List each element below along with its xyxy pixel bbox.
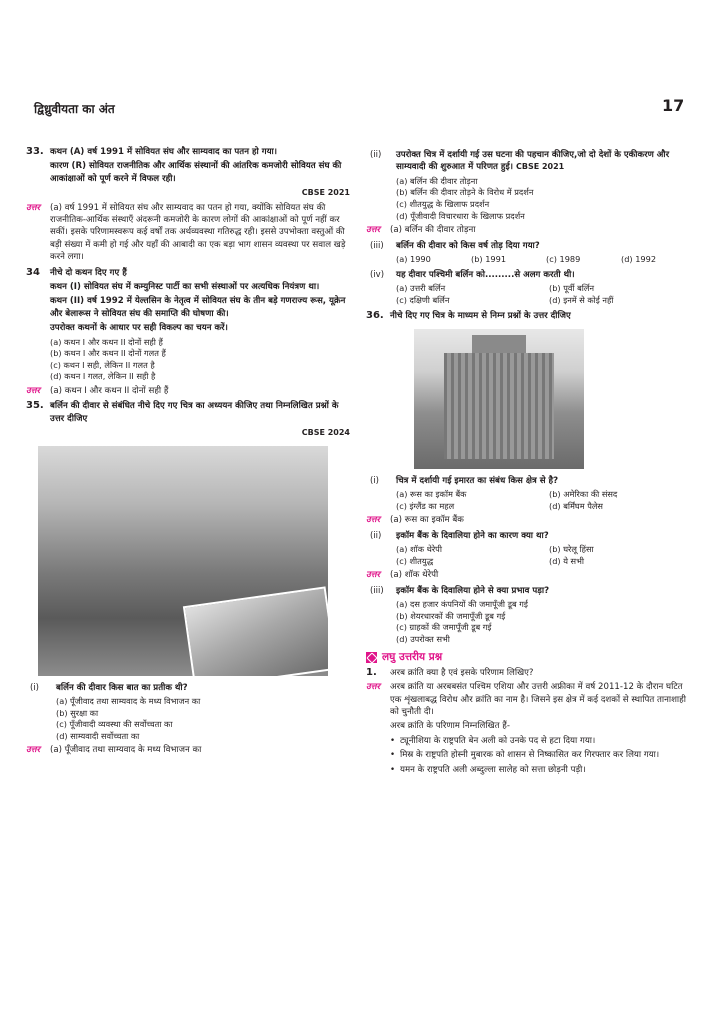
option: (a) उत्तरी बर्लिन: [396, 283, 446, 293]
options-grid: [396, 544, 696, 567]
sub-question-number: (iii): [370, 240, 384, 251]
option: (d) बर्मिंघम पैलेस: [549, 500, 603, 511]
answer-34: [26, 385, 350, 397]
option: (a) रूस का इकॉम बैंक: [396, 489, 467, 499]
option: (b) अमेरिका की संसद: [549, 489, 618, 499]
bank-building-photo: [414, 329, 584, 469]
answer-33: [26, 202, 350, 264]
question-33: [26, 146, 350, 200]
option: (c) 1989: [546, 254, 581, 264]
option: (b) शेयरधारकों की जमापूँजी डूब गई: [396, 610, 506, 621]
berlin-wall-photo: [38, 446, 328, 676]
option: (d) ये सभी: [549, 555, 584, 566]
answer-text: (a) बर्लिन की दीवार तोड़ना: [390, 225, 476, 236]
answer-36-ii: [366, 569, 696, 581]
question-number: 1.: [366, 666, 377, 678]
question-text: बर्लिन की दीवार से संबंधित नीचे दिए गए चित्र का अध्ययन कीजिए तथा निम्नलिखित प्रश्नों के उत्तर दीजिए: [50, 401, 339, 424]
sub-question-text: बर्लिन की दीवार किस बात का प्रतीक थी?: [56, 682, 188, 693]
statement-2: कथन (II) वर्ष 1992 में येल्तसिन के नेतृत्व में सोवियत संघ के तीन बड़े गणराज्य रूस, यूक्रेन और बेलारूस ने सोवियत संघ की समाप्ति की घोषणा की।: [50, 296, 346, 319]
option: (c) शीतयुद्ध: [396, 555, 434, 566]
section-heading: [366, 651, 696, 663]
sub-question-body: उपरोक्त चित्र में दर्शायी गई उस घटना की पहचान कीजिए,जो दो देशों के एकीकरण और साम्यवादी की शुरुआत में परिणत हुई।: [396, 150, 670, 173]
option: (c) दक्षिणी बर्लिन: [396, 294, 450, 305]
berlin-wall-inset-photo: [183, 586, 328, 676]
option: (d) पूँजीवादी विचारधारा के खिलाफ प्रदर्शन: [396, 210, 525, 221]
answer-text: (a) रूस का इकॉम बैंक: [390, 515, 464, 526]
answer-text: (a) कथन I और कथन II दोनों सही हैं: [50, 386, 169, 397]
exam-tag: CBSE 2024: [301, 428, 350, 438]
sub-question-text: इकॉम बैंक के दिवालिया होने का कारण क्या था?: [396, 530, 549, 541]
short-answer-1: [366, 681, 696, 776]
sub-question-number: (ii): [370, 530, 382, 541]
exam-tag: CBSE 2021: [301, 188, 350, 198]
pencil-box-icon: [366, 652, 377, 663]
question-number: 33.: [26, 146, 44, 157]
answer-label: उत्तर: [26, 745, 41, 756]
option: (c) इंग्लैंड का महल: [396, 500, 455, 511]
results-intro: अरब क्रांति के परिणाम निम्नलिखित हैं-: [390, 721, 510, 732]
page-number: 17: [662, 96, 685, 115]
answer-label: उत्तर: [366, 570, 381, 581]
question-36-iii: [366, 585, 696, 646]
question-number: 35.: [26, 400, 44, 412]
options-grid: [396, 489, 696, 512]
option: (b) बर्लिन की दीवार तोड़ने के विरोध में प्रदर्शन: [396, 187, 534, 198]
answer-text: (a) शॉक थेरेपी: [390, 570, 439, 581]
question-text: अरब क्रांति क्या है एवं इसके परिणाम लिखिए?: [390, 667, 534, 678]
question-35: [26, 400, 350, 439]
bullet-item: • यमन के राष्ट्रपति अली अब्दुल्ला सालेह को सत्ता छोड़नी पड़ी।: [390, 764, 696, 776]
question-36-i: [366, 475, 696, 513]
sub-question-number: (iv): [370, 269, 385, 280]
option: (a) पूँजीवाद तथा साम्यवाद के मध्य विभाजन का: [56, 696, 201, 707]
option: (a) दस हजार कंपनियों की जमापूँजी डूब गई: [396, 599, 528, 609]
statement-1: कथन (I) सोवियत संघ में कम्युनिस्ट पार्टी का सभी संस्थाओं पर अत्यधिक नियंत्रण था।: [50, 282, 320, 293]
option: (b) कथन I और कथन II दोनों गलत हैं: [50, 348, 166, 359]
answer-text: अरब क्रांति या अरबबसंत पश्चिम एशिया और उत्तरी अफ्रीका में वर्ष 2011-12 के दौरान घटित एक शृंखलाबद्ध विरोध और क्रांति का नाम है। जिसने इस क्षेत्र में कई दशकों से स्थापित तानाशाही को चुनौती दी।: [390, 682, 686, 717]
left-column: [26, 146, 350, 760]
question-34: [26, 267, 350, 383]
option: (a) 1990: [396, 254, 431, 264]
question-36-ii: [366, 530, 696, 568]
option: (c) कथन I सही, लेकिन II गलत है: [50, 359, 155, 370]
option: (b) सुरक्षा का: [56, 707, 99, 718]
sub-question-number: (i): [370, 475, 379, 486]
question-36: [366, 310, 696, 322]
option: (a) कथन I और कथन II दोनों सही हैं: [50, 336, 163, 347]
bullet-item: • ट्यूनीशिया के राष्ट्रपति बेन अली को उनके पद से हटा दिया गया।: [390, 735, 696, 747]
answer-label: उत्तर: [26, 386, 41, 397]
question-35-iv: [366, 269, 696, 307]
question-number: 36.: [366, 310, 384, 322]
answer-label: उत्तर: [366, 515, 381, 526]
options-grid: [396, 283, 696, 306]
answer-36-i: [366, 514, 696, 526]
section-heading-text: लघु उत्तरीय प्रश्न: [382, 651, 443, 664]
sub-question-text: [396, 149, 696, 174]
question-35-iii: [366, 240, 696, 266]
question-number: 34: [26, 266, 40, 278]
question-35-i: [26, 682, 350, 743]
option: (c) पूँजीवादी व्यवस्था की सर्वोच्चता का: [56, 719, 173, 730]
question-text: नीचे दिए गए चित्र के माध्यम से निम्न प्रश्नों के उत्तर दीजिए: [390, 311, 571, 322]
option: (a) शॉक थेरेपी: [396, 544, 442, 554]
answer-label: उत्तर: [366, 682, 381, 693]
option: (d) साम्यवादी सर्वोच्चता का: [56, 730, 140, 741]
question-35-ii: [366, 149, 696, 222]
option: (d) उपरोक्त सभी: [396, 633, 450, 644]
sub-question-number: (i): [30, 682, 39, 693]
chapter-title: द्विध्रुवीयता का अंत: [34, 102, 115, 116]
sub-question-text: यह दीवार पश्चिमी बर्लिन को.........से अलग करती थी।: [396, 269, 575, 280]
building-facade: [444, 353, 554, 459]
answer-label: उत्तर: [26, 202, 41, 213]
option: (b) घरेलू हिंसा: [549, 544, 594, 554]
option: (c) ग्राहकों की जमापूँजी डूब गई: [396, 622, 492, 633]
exam-tag: CBSE 2021: [515, 162, 565, 172]
reason: कारण (R) सोवियत राजनीतिक और आर्थिक संस्थानों की आंतरिक कमजोरी सोवियत संघ की आकांक्षाओं को पूर्ण करने में विफल रही।: [50, 161, 342, 184]
answer-label: उत्तर: [366, 225, 381, 236]
sub-question-number: (iii): [370, 585, 384, 596]
sub-question-number: (ii): [370, 150, 382, 160]
short-question-1: [366, 667, 696, 679]
option: (b) 1991: [471, 254, 507, 264]
sub-question-text: बर्लिन की दीवार को किस वर्ष तोड़ दिया गया?: [396, 240, 540, 251]
option: (d) 1992: [621, 254, 657, 264]
sub-question-text: इकॉम बैंक के दिवालिया होने से क्या प्रभाव पड़ा?: [396, 585, 550, 596]
answer-text: (a) पूँजीवाद तथा साम्यवाद के मध्य विभाजन का: [50, 745, 202, 756]
bullet-item: • मिस्र के राष्ट्रपति होस्नी मुबारक को शासन से निष्कासित कर गिरफ्तार कर लिया गया।: [390, 749, 696, 761]
question-intro: नीचे दो कथन दिए गए हैं: [50, 267, 127, 278]
option: (b) पूर्वी बर्लिन: [549, 283, 595, 293]
option: (c) शीतयुद्ध के खिलाफ प्रदर्शन: [396, 199, 490, 209]
question-prompt: उपरोक्त कथनों के आधार पर सही विकल्प का चयन करें।: [50, 323, 228, 334]
sub-question-text: चित्र में दर्शायी गई इमारत का संबंध किस क्षेत्र से है?: [396, 475, 559, 486]
answer-35-ii: [366, 224, 696, 236]
answer-text: (a) वर्ष 1991 में सोवियत संघ और साम्यवाद का पतन हो गया, क्योंकि सोवियत संघ की राजनीतिक-आर्थिक संस्थाएँ अंदरूनी कमजोरी के कारण लोगों की आकांक्षाओं को पूर्ण नहीं कर सकीं। इसके परिणामस्वरूप कई वर्षों तक अर्थव्यवस्था गतिरुद्ध रही। इससे उपभोक्ता वस्तुओं की बड़ी संख्या में कमी हो गई और यहाँ की आबादी का एक बड़ा भाग शासन व्यवस्था पर सवाल खड़े करने लगा।: [50, 202, 346, 263]
options-row: [396, 254, 696, 266]
answer-35-i: [26, 744, 350, 756]
option: (d) कथन I गलत, लेकिन II सही है: [50, 371, 156, 382]
assertion: कथन (A) वर्ष 1991 में सोवियत संघ और साम्यवाद का पतन हो गया।: [50, 147, 278, 157]
right-column: [366, 146, 696, 779]
option: (a) बर्लिन की दीवार तोड़ना: [396, 175, 478, 186]
option: (d) इनमें से कोई नहीं: [549, 294, 614, 305]
